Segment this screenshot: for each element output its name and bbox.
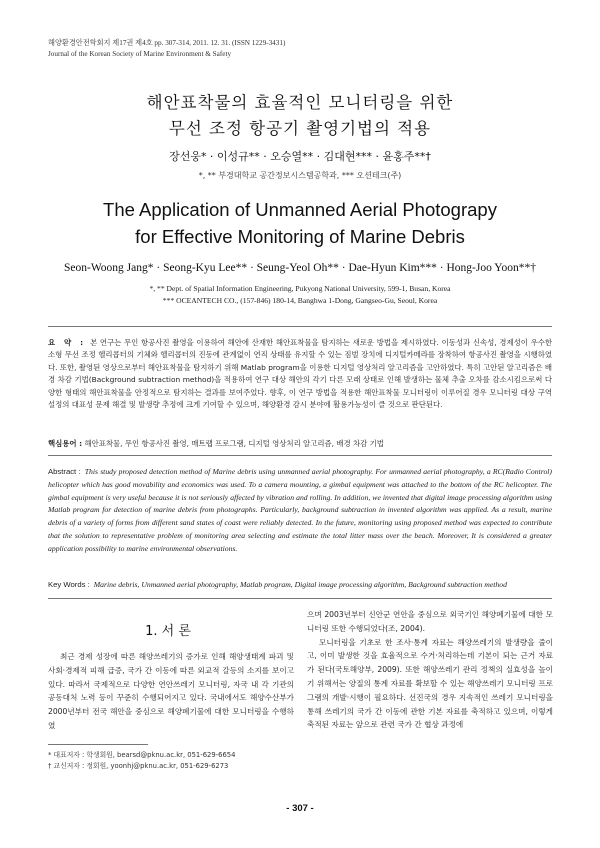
section-title: 1. 서 론 — [145, 624, 191, 639]
journal-header-line1: 해양환경안전학회지 제17권 제4호 pp. 307-314, 2011. 12. 31. (ISSN 1229-3431) — [48, 39, 286, 47]
journal-header-line2: Journal of the Korean Society of Marine Environment & Safety — [48, 50, 232, 58]
korean-abstract-label: 요 약 : — [48, 338, 87, 347]
english-affiliation — [0, 283, 600, 307]
right-paragraph: 모니터링을 기초로 한 조사·통계 자료는 해양쓰레기의 발생량을 줄이고, 이미 발생한 것을 효율적으로 수거·처리하는데 기본이 되는 근거 자료가 된다(국토해양부, 2009). 또한 해양쓰레기 관리 정책의 실효성을 높이기 위해서는 양질의 통계 자료를 확보할 수 있는 해양쓰레기 모니터링 프로그램의 개발·시행이 필요하다. 선진국의 경우 지속적인 쓰레기 모니터링을 통해 쓰레기의 국가 간 이동에 관한 기본 자료를 축적하고 있으며, 이렇게 축적된 자료는 앞으로 관련 국가 간 협상 과정에 — [307, 637, 553, 730]
divider-middle — [48, 455, 552, 456]
english-abstract-text: This study proposed detection method of Marine debris using unmanned aerial photography. For unmanned aerial photography, a RC(Radio Control) helicopter which has good movability and economics was used. To a camera mounting, a gimbal equipment was attached to the bottom of the RC helicopter. The gimbal equipment is very useful because it is not seriously affected by vibration and rolling. In addition, we invented that digital image processing algorithm using Matlab program for detection of marine debris from photographs. Particularly, background subtraction in invented algorithm was applied. As a result, marine debris of a variety of forms from different sand states of coast were reliably detected. In the future, monitoring using proposed method was expected to contribute that the solution to representative problem of monitoring area selecting and estimate the total litter mass over the beach. Moreover, It is considered a greater application possibility to marine environmental observations. — [48, 467, 552, 553]
english-title-line1: The Application of Unmanned Aerial Photograpy — [103, 199, 497, 220]
english-authors: Seon-Woong Jang* · Seong-Kyu Lee** · Seung-Yeol Oh** · Dae-Hyun Kim*** · Hong-Joo Yoon**† — [64, 262, 536, 274]
divider-top — [48, 326, 552, 327]
korean-title-line2: 무선 조정 항공기 촬영기법의 적용 — [168, 119, 432, 138]
page-number: - 307 - — [286, 803, 314, 814]
korean-abstract — [48, 337, 552, 411]
english-title — [0, 196, 600, 250]
korean-affiliation: *, ** 부경대학교 공간정보시스템공학과, *** 오션테크(주) — [198, 171, 402, 180]
footnote-corresponding-author: † 교신저자 : 정회원, yoonhj@pknu.ac.kr, 051-629-6273 — [48, 762, 229, 770]
footnote-lead-author: * 대표저자 : 학생회원, bearsd@pknu.ac.kr, 051-629-6654 — [48, 751, 236, 759]
english-abstract — [48, 466, 552, 556]
left-paragraph: 최근 경제 성장에 따른 해양쓰레기의 증가로 인해 해양생태계 파괴 및 사회·경제적 피해 급증, 국가 간 이동에 따른 외교적 갈등의 소지를 보이고 있다. 따라서 국제적으로 다양한 연안쓰레기 모니터링, 자국 내 각 기관의 공동대처 노력 등이 꾸준히 수행되어지고 있다. 국내에서도 해양수산부가 2000년부터 전국 해안을 중심으로 해양폐기물에 대한 모니터링을 수행하였 — [48, 652, 294, 730]
english-keywords-label: Key Words : — [48, 580, 90, 589]
english-title-line2: for Effective Monitoring of Marine Debris — [135, 226, 465, 247]
english-keywords-text: Marine debris, Unmanned aerial photography, Matlab program, Digital image processing algorithm, Background subtraction method — [93, 580, 507, 589]
korean-keywords-label: 핵심용어 : — [48, 439, 83, 448]
korean-abstract-text: 본 연구는 무인 항공사진 촬영을 이용하여 해안에 산재한 해안표착물을 탐지하는 새로운 방법을 제시하였다. 이동성과 신속성, 경제성이 우수한 소형 무선 조정 헬리콥터의 기체와 헬리콥터의 진동에 관계없이 연직 상태를 유지할 수 있는 짐벌 장치에 디지털카메라를 장착하여 항공사진 촬영을 시행하였다. 또한, 촬영된 영상으로부터 해안표착물을 탐지하기 위해 Matlab program을 이용한 디지털 영상처리 알고리즘을 고안하였다. 특히 고안된 알고리즘은 배경 차감 기법(Background subtraction method)을 적용하여 연구 대상 해안의 각기 다른 모래 상태로 인해 발생하는 물체 추출 오차를 감소시킴으로써 다양한 형태의 해안표착물을 안정적으로 탐지하는 결과를 보여주었다. 향후, 이 연구 방법을 적용한 해안표착물 모니터링이 이루어질 경우 모니터링 대상 구역 설정의 대표성 문제 해결 및 발생량 추정에 크게 기여할 수 있으며, 해양환경 감시 분야에 활용가능성이 클 것으로 판단된다. — [48, 338, 552, 410]
journal-header — [48, 38, 285, 60]
english-affiliation-line2: *** OCEANTECH CO., (157-846) 180-14, Banghwa 1-Dong, Gangseo-Gu, Seoul, Korea — [162, 296, 438, 305]
footnote-rule — [48, 744, 148, 745]
english-abstract-label: Abstract : — [48, 467, 81, 476]
korean-authors: 장선웅* · 이성규** · 오승열** · 김대현*** · 윤홍주**† — [169, 150, 431, 163]
right-paragraph: 으며 2003년부터 신안군 연안을 중심으로 외국기인 해양폐기물에 대한 모니터링 또한 수행되었다(조, 2004). — [307, 610, 553, 633]
english-affiliation-line1: *, ** Dept. of Spatial Information Engineering, Pukyong National University, 599-1, Busan, Korea — [149, 284, 451, 293]
left-column — [48, 650, 294, 733]
korean-title-line1: 해안표착물의 효율적인 모니터링을 위한 — [146, 93, 454, 112]
english-keywords — [48, 580, 507, 589]
right-column — [307, 608, 553, 732]
korean-title — [0, 90, 600, 142]
footnotes — [48, 750, 235, 772]
korean-keywords — [48, 438, 384, 449]
korean-keywords-text: 해안표착물, 무인 항공사진 촬영, 매트랩 프로그램, 디지털 영상처리 알고리즘, 배경 차감 기법 — [84, 439, 384, 448]
divider-bottom — [48, 598, 552, 599]
